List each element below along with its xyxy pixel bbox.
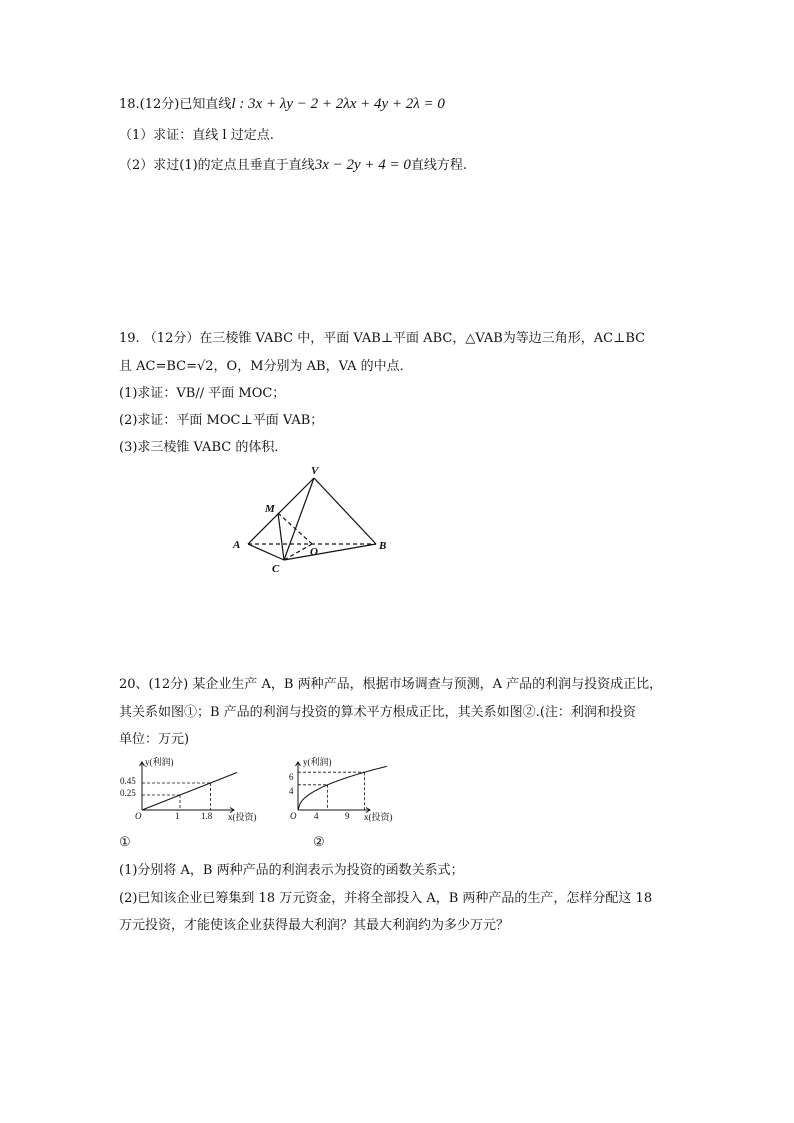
q20-part1: (1)分别将 A，B 两种产品的利润表示为投资的函数关系式； — [119, 863, 464, 878]
chart2-xtick-0: 4 — [314, 811, 319, 821]
q19-part3: (3)求三棱锥 VABC 的体积． — [119, 440, 288, 455]
label-O: O — [310, 546, 318, 558]
q18-part2-pre: （2）求过(1)的定点且垂直于直线 — [119, 158, 315, 173]
label-M: M — [265, 503, 275, 515]
q19-line1: 19. （12分）在三棱锥 VABC 中，平面 VAB⊥平面 ABC，△VAB为等边三角形，AC⊥BC — [119, 331, 646, 346]
chart2-ytick-1: 6 — [289, 772, 294, 782]
label-A: A — [233, 539, 241, 551]
chart1-ytick-1: 0.45 — [120, 776, 136, 786]
q18-part2-post: 直线方程. — [410, 158, 468, 173]
c2-series-line — [298, 766, 387, 810]
chart1-ytick-0: 0.25 — [120, 788, 136, 798]
label-V: V — [311, 465, 319, 477]
fig-label-1: ① — [119, 835, 131, 850]
q18-part2-line — [119, 155, 467, 176]
q20-line3: 单位：万元) — [119, 732, 190, 747]
c1-series-line — [142, 773, 237, 811]
q18-header-line — [119, 94, 445, 115]
label-C: C — [272, 563, 280, 575]
pyramid-figure — [228, 462, 398, 577]
q18-part2-eq: 3x − 2y + 4 = 0 — [314, 157, 411, 173]
chart1-xlabel: x(投资) — [228, 812, 257, 822]
edge-MC — [278, 513, 284, 560]
q18-header: 18.(12分)已知直线 — [119, 97, 232, 112]
chart2-xlabel: x(投资) — [364, 812, 393, 822]
q20-line1: 20、(12分) 某企业生产 A，B 两种产品，根据市场调查与预测，A 产品的利润与投资成正比， — [119, 677, 663, 692]
q19-part2: (2)求证：平面 MOC⊥平面 VAB； — [119, 413, 324, 428]
q18-part1: （1）求证：直线 l 过定点. — [119, 128, 274, 143]
chart1-origin: O — [135, 811, 142, 821]
q18-equation: l : 3x + λy − 2 + 2λx + 4y + 2λ = 0 — [231, 96, 445, 112]
chart2-origin: O — [290, 811, 297, 821]
q20-part2-line2: 万元投资，才能使该企业获得最大利润？其最大利润约为多少万元？ — [119, 918, 510, 933]
fig-label-2: ② — [313, 835, 325, 850]
chart1-ylabel: y(利润) — [145, 757, 174, 767]
edge-MO — [278, 513, 312, 544]
q20-line2: 其关系如图①；B 产品的利润与投资的算术平方根成正比，其关系如图②.(注：利润和投资 — [119, 705, 636, 720]
chart-2 — [284, 756, 404, 828]
chart2-xtick-1: 9 — [345, 811, 350, 821]
chart1-xtick-0: 1 — [175, 811, 180, 821]
chart1-xtick-1: 1.8 — [201, 811, 213, 821]
q19-line2: 且 AC=BC=√2，O，M分别为 AB，VA 的中点． — [119, 359, 413, 374]
chart-1 — [118, 756, 268, 828]
edge-AC — [248, 544, 284, 560]
q19-part1: (1)求证：VB// 平面 MOC； — [119, 386, 286, 401]
chart2-ytick-0: 4 — [289, 786, 294, 796]
edge-VB — [314, 478, 376, 544]
label-B: B — [379, 540, 387, 552]
q20-part2-line1: (2)已知该企业已筹集到 18 万元资金，并将全部投入 A，B 两种产品的生产，怎样分配这 18 — [119, 891, 653, 906]
chart2-ylabel: y(利润) — [303, 757, 332, 767]
